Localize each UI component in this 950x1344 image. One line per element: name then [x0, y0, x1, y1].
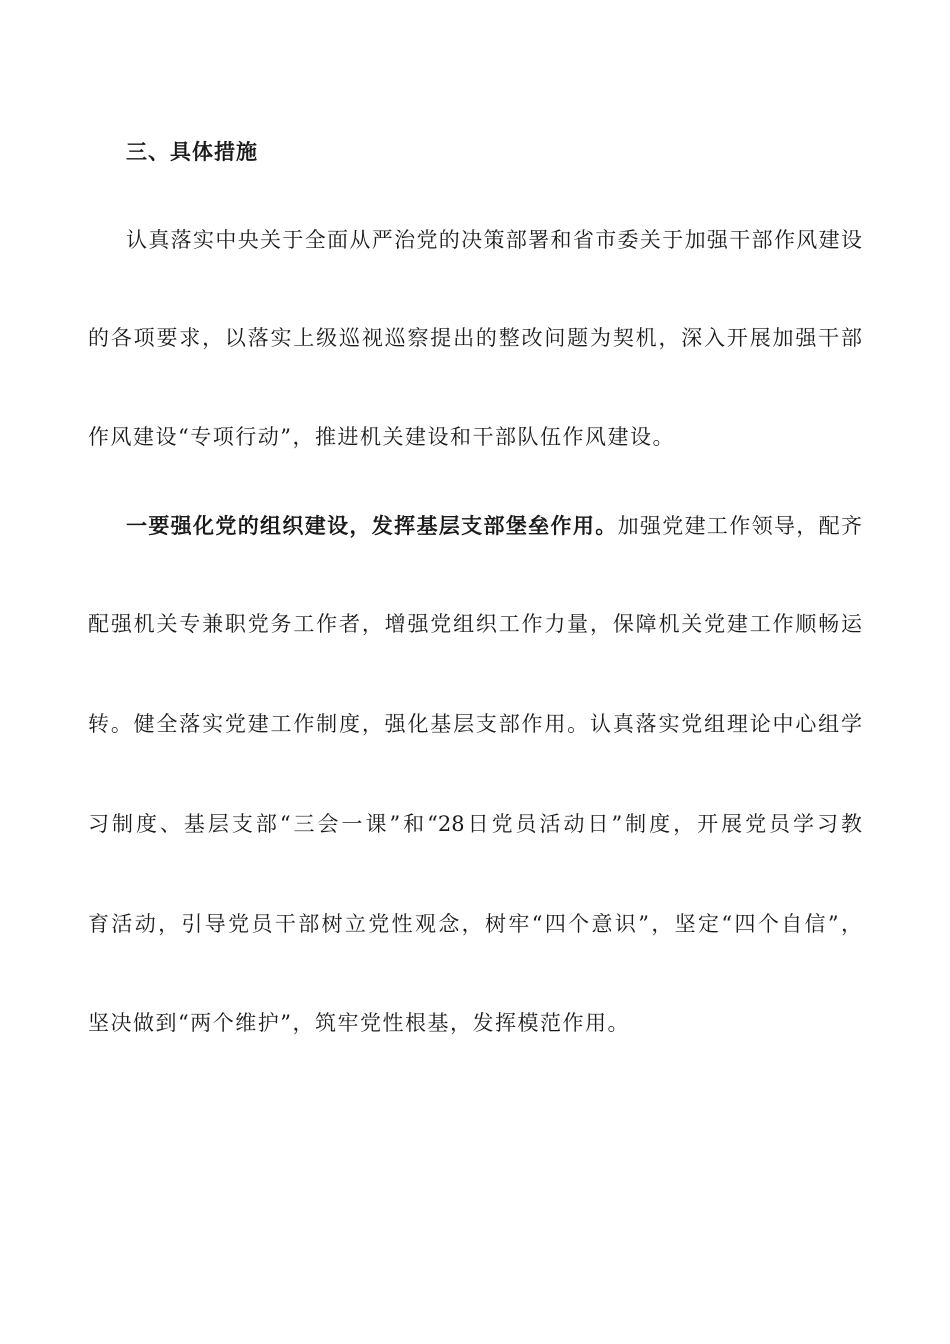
- paragraph2-line4: 习制度、基层支部“三会一课”和“28日党员活动日”制度，开展党员学习教: [88, 812, 862, 836]
- paragraph1-line1: 认真落实中央关于全面从严治党的决策部署和省市委关于加强干部作风建设: [126, 228, 862, 252]
- paragraph2-line5: 育活动，引导党员干部树立党性观念，树牢“四个意识”，坚定“四个自信”，: [88, 912, 862, 936]
- paragraph2-line6: 坚决做到“两个维护”，筑牢党性根基，发挥模范作用。: [88, 1011, 630, 1035]
- paragraph2-lead-rest: 加强党建工作领导，配齐: [617, 514, 862, 538]
- section-heading: 三、具体措施: [126, 139, 258, 164]
- paragraph2-line1: [126, 506, 862, 546]
- paragraph2-bold-lead: 一要强化党的组织建设，发挥基层支部堡垒作用。: [126, 513, 618, 538]
- paragraph1-line3: 作风建设“专项行动”，推进机关建设和干部队伍作风建设。: [88, 425, 675, 449]
- paragraph2-line2: 配强机关专兼职党务工作者，增强党组织工作力量，保障机关党建工作顺畅运: [88, 612, 862, 636]
- paragraph1-line2: 的各项要求，以落实上级巡视巡察提出的整改问题为契机，深入开展加强干部: [88, 326, 862, 350]
- paragraph2-line3: 转。健全落实党建工作制度，强化基层支部作用。认真落实党组理论中心组学: [88, 712, 862, 736]
